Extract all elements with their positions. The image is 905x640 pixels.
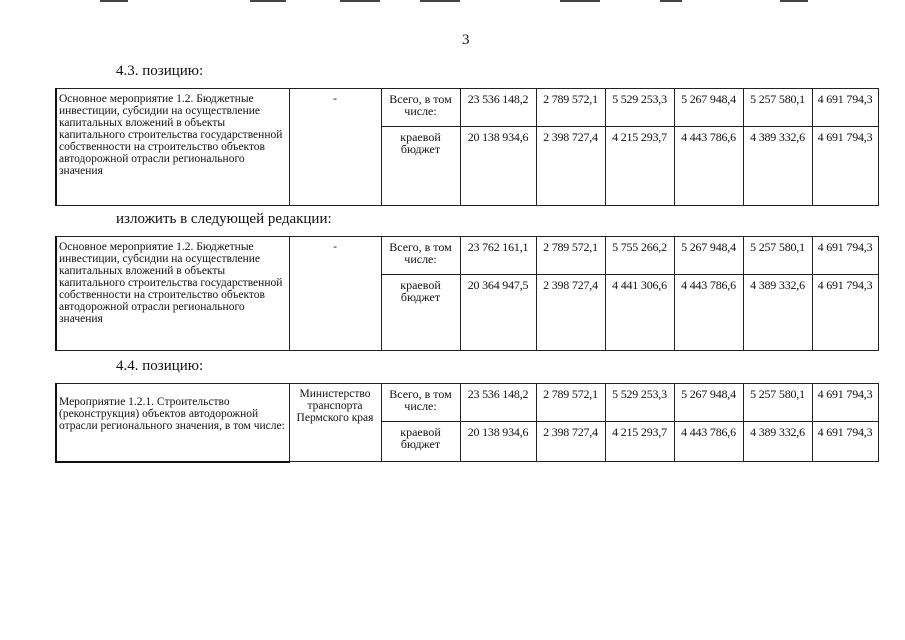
- value-cell: 23 536 148,2: [460, 89, 536, 127]
- value-cell: 20 138 934,6: [460, 127, 536, 206]
- value-cell: 5 257 580,1: [743, 237, 812, 275]
- value-cell: 4 443 786,6: [674, 275, 743, 351]
- value-cell: 2 398 727,4: [536, 127, 605, 206]
- value-cell: 4 389 332,6: [743, 127, 812, 206]
- value-cell: 2 789 572,1: [536, 384, 605, 422]
- measure-description: Основное мероприятие 1.2. Бюджетные инвестиции, субсидии на осуществление капитальных вложений в объекты капитального строительства государственной собственности на строительство объектов автодорожной отрасли регионального значения: [56, 89, 289, 206]
- value-cell: 5 755 266,2: [605, 237, 674, 275]
- row-label-total: Всего, в том числе:: [381, 237, 460, 275]
- table-4-3-original: [55, 88, 879, 206]
- value-cell: 20 364 947,5: [460, 275, 536, 351]
- value-cell: 23 536 148,2: [460, 384, 536, 422]
- value-cell: 4 691 794,3: [812, 89, 878, 127]
- value-cell: 4 691 794,3: [812, 237, 878, 275]
- row-label-regional-budget: краевой бюджет: [381, 127, 460, 206]
- value-cell: 4 691 794,3: [812, 127, 878, 206]
- value-cell: 2 398 727,4: [536, 275, 605, 351]
- value-cell: 2 789 572,1: [536, 237, 605, 275]
- section-4-4-heading: 4.4. позицию:: [116, 358, 204, 374]
- executor-cell: -: [289, 237, 381, 351]
- page-number: 3: [462, 32, 470, 48]
- row-label-total: Всего, в том числе:: [381, 89, 460, 127]
- section-4-3-replacement-intro: изложить в следующей редакции:: [116, 211, 332, 227]
- value-cell: 4 691 794,3: [812, 422, 878, 462]
- executor-cell: Министерство транспорта Пермского края: [289, 384, 381, 462]
- value-cell: 5 257 580,1: [743, 89, 812, 127]
- row-label-regional-budget: краевой бюджет: [381, 275, 460, 351]
- scan-edge-marks: [0, 0, 905, 3]
- section-4-3-heading: 4.3. позицию:: [116, 63, 204, 79]
- executor-cell: -: [289, 89, 381, 206]
- value-cell: 5 529 253,3: [605, 89, 674, 127]
- value-cell: 5 267 948,4: [674, 89, 743, 127]
- value-cell: 5 267 948,4: [674, 384, 743, 422]
- value-cell: 4 441 306,6: [605, 275, 674, 351]
- table-4-4-original: [55, 383, 879, 463]
- value-cell: 2 398 727,4: [536, 422, 605, 462]
- value-cell: 5 257 580,1: [743, 384, 812, 422]
- value-cell: 2 789 572,1: [536, 89, 605, 127]
- value-cell: 4 691 794,3: [812, 275, 878, 351]
- table-4-3-new-edition: [55, 236, 879, 351]
- value-cell: 4 389 332,6: [743, 275, 812, 351]
- row-label-total: Всего, в том числе:: [381, 384, 460, 422]
- value-cell: 20 138 934,6: [460, 422, 536, 462]
- value-cell: 5 267 948,4: [674, 237, 743, 275]
- value-cell: 4 389 332,6: [743, 422, 812, 462]
- measure-description: Основное мероприятие 1.2. Бюджетные инвестиции, субсидии на осуществление капитальных вложений в объекты капитального строительства государственной собственности на строительство объектов автодорожной отрасли регионального значения: [56, 237, 289, 351]
- measure-description: Мероприятие 1.2.1. Строительство (реконструкция) объектов автодорожной отрасли регионального значения, в том числе:: [56, 384, 289, 462]
- value-cell: 4 443 786,6: [674, 422, 743, 462]
- value-cell: 4 215 293,7: [605, 127, 674, 206]
- value-cell: 5 529 253,3: [605, 384, 674, 422]
- value-cell: 4 215 293,7: [605, 422, 674, 462]
- value-cell: 4 443 786,6: [674, 127, 743, 206]
- row-label-regional-budget: краевой бюджет: [381, 422, 460, 462]
- value-cell: 4 691 794,3: [812, 384, 878, 422]
- value-cell: 23 762 161,1: [460, 237, 536, 275]
